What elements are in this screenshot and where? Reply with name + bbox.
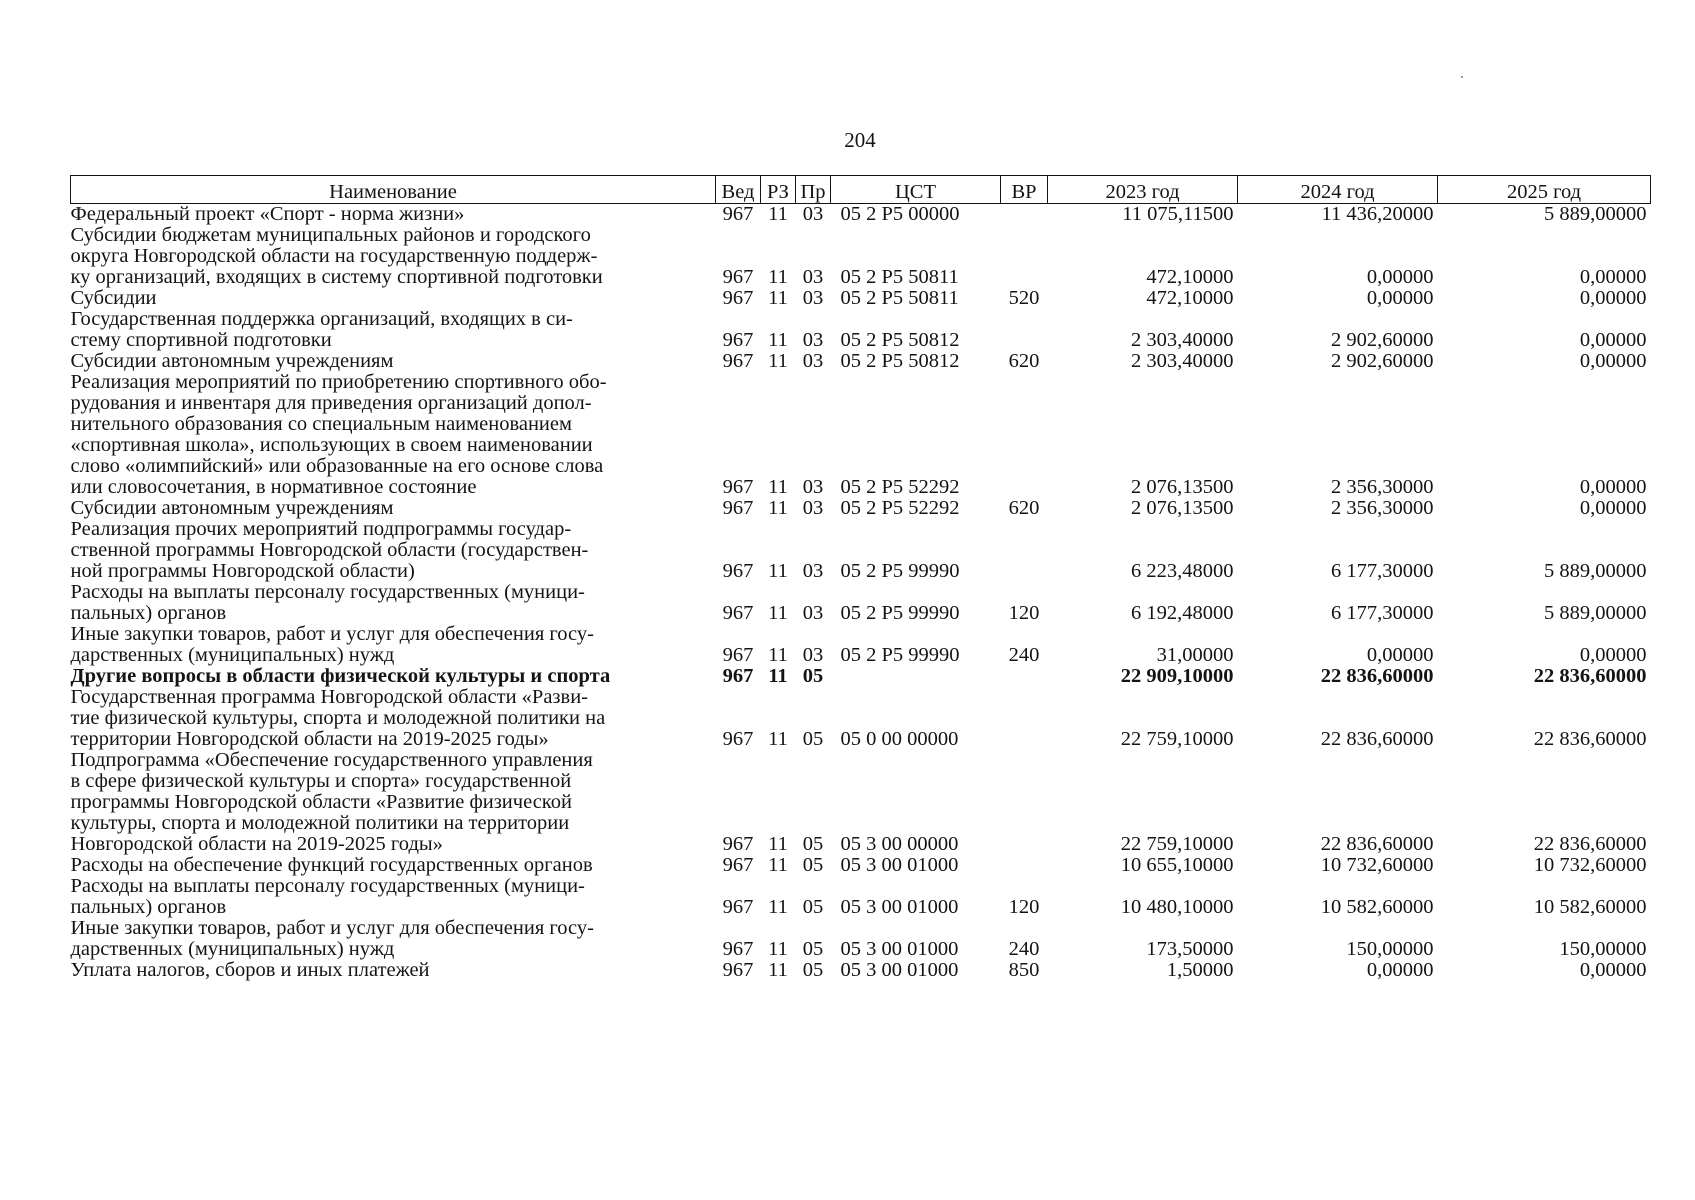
row-vr bbox=[1001, 750, 1048, 855]
row-amount-2023: 2 303,40000 bbox=[1131, 350, 1234, 372]
row-amount-2024: 0,00000 bbox=[1366, 287, 1434, 309]
budget-table bbox=[70, 175, 1651, 981]
table-row bbox=[71, 225, 1651, 288]
row-rz: 11 bbox=[768, 854, 788, 876]
row-name bbox=[71, 666, 716, 687]
row-name bbox=[71, 288, 716, 309]
row-name-line: нительного образования со специальным наименованием bbox=[70, 413, 572, 435]
row-name bbox=[71, 351, 716, 372]
row-amount-2025: 0,00000 bbox=[1579, 959, 1647, 981]
table-row bbox=[71, 372, 1651, 498]
row-rz: 11 bbox=[768, 665, 788, 687]
table-row bbox=[71, 309, 1651, 351]
row-name bbox=[71, 624, 716, 666]
row-name-line: слово «олимпийский» или образованные на его основе слова bbox=[70, 455, 604, 477]
row-amount-2023: 22 759,10000 bbox=[1120, 833, 1234, 855]
row-amount-2024: 0,00000 bbox=[1366, 644, 1434, 666]
row-amount-2025: 5 889,00000 bbox=[1544, 203, 1647, 225]
row-amount-2023: 11 075,11500 bbox=[1122, 203, 1234, 225]
row-vr bbox=[1001, 309, 1048, 351]
row-rz: 11 bbox=[768, 329, 788, 351]
row-rz: 11 bbox=[768, 728, 788, 750]
row-cst: 05 2 Р5 52292 bbox=[840, 476, 960, 498]
header-vr: ВР bbox=[1001, 176, 1048, 204]
row-name-line: ку организаций, входящих в систему спортивной подготовки bbox=[70, 266, 603, 288]
row-name-line: «спортивная школа», использующих в своем наименовании bbox=[70, 434, 593, 456]
row-amount-2023: 2 303,40000 bbox=[1131, 329, 1234, 351]
header-2023: 2023 год bbox=[1048, 176, 1238, 204]
table-header-row bbox=[71, 176, 1651, 204]
row-amount-2023: 31,00000 bbox=[1156, 644, 1234, 666]
row-name-line: ной программы Новгородской области) bbox=[70, 560, 415, 582]
row-cst: 05 2 Р5 50811 bbox=[840, 266, 959, 288]
header-2025: 2025 год bbox=[1438, 176, 1651, 204]
header-2024: 2024 год bbox=[1238, 176, 1438, 204]
table-row bbox=[71, 582, 1651, 624]
row-ved: 967 bbox=[722, 728, 754, 750]
row-cst: 05 2 Р5 50811 bbox=[840, 287, 959, 309]
table-row bbox=[71, 666, 1651, 687]
row-amount-2025: 150,00000 bbox=[1559, 938, 1647, 960]
header-pr: Пр bbox=[796, 176, 831, 204]
row-pr: 03 bbox=[802, 350, 824, 372]
row-amount-2023: 6 223,48000 bbox=[1131, 560, 1234, 582]
row-amount-2024: 0,00000 bbox=[1366, 266, 1434, 288]
row-amount-2023: 2 076,13500 bbox=[1131, 497, 1234, 519]
row-pr: 03 bbox=[802, 644, 824, 666]
row-name bbox=[71, 855, 716, 876]
row-ved: 967 bbox=[722, 938, 754, 960]
row-amount-2024: 11 436,20000 bbox=[1321, 203, 1434, 225]
row-amount-2025: 22 836,60000 bbox=[1533, 665, 1647, 687]
row-name-line: Иные закупки товаров, работ и услуг для обеспечения госу- bbox=[70, 917, 594, 939]
row-amount-2024: 22 836,60000 bbox=[1320, 665, 1434, 687]
row-ved: 967 bbox=[722, 497, 754, 519]
row-ved: 967 bbox=[722, 287, 754, 309]
row-rz: 11 bbox=[768, 896, 788, 918]
row-rz: 11 bbox=[768, 833, 788, 855]
row-name bbox=[71, 687, 716, 750]
row-name bbox=[71, 372, 716, 498]
row-pr: 03 bbox=[802, 497, 824, 519]
table-body bbox=[71, 204, 1651, 982]
row-amount-2023: 472,10000 bbox=[1146, 266, 1234, 288]
row-amount-2025: 0,00000 bbox=[1579, 266, 1647, 288]
row-cst bbox=[831, 666, 1001, 687]
row-vr: 620 bbox=[1008, 350, 1040, 372]
row-ved: 967 bbox=[722, 896, 754, 918]
row-rz: 11 bbox=[768, 476, 788, 498]
row-amount-2024: 22 836,60000 bbox=[1320, 728, 1434, 750]
row-amount-2023: 10 480,10000 bbox=[1120, 896, 1234, 918]
row-cst: 05 3 00 01000 bbox=[840, 938, 959, 960]
row-pr: 03 bbox=[802, 476, 824, 498]
table-row bbox=[71, 687, 1651, 750]
row-name-line: Иные закупки товаров, работ и услуг для обеспечения госу- bbox=[70, 623, 594, 645]
row-name-line: Субсидии bbox=[70, 287, 157, 309]
row-name-line: программы Новгородской области «Развитие физической bbox=[70, 791, 572, 813]
row-cst: 05 2 Р5 52292 bbox=[840, 497, 960, 519]
row-name bbox=[71, 309, 716, 351]
row-cst: 05 3 00 01000 bbox=[840, 896, 959, 918]
row-pr: 03 bbox=[802, 266, 824, 288]
page-number: 204 bbox=[844, 128, 876, 152]
row-ved: 967 bbox=[722, 833, 754, 855]
row-amount-2025: 22 836,60000 bbox=[1533, 728, 1647, 750]
row-ved: 967 bbox=[722, 350, 754, 372]
row-rz: 11 bbox=[768, 266, 788, 288]
row-rz: 11 bbox=[768, 560, 788, 582]
row-amount-2024: 10 582,60000 bbox=[1320, 896, 1434, 918]
row-name bbox=[71, 204, 716, 226]
table-row bbox=[71, 351, 1651, 372]
row-pr: 05 bbox=[802, 896, 824, 918]
row-name-line: Субсидии автономным учреждениям bbox=[70, 350, 394, 372]
row-amount-2024: 2 356,30000 bbox=[1331, 476, 1434, 498]
row-pr: 03 bbox=[802, 560, 824, 582]
row-amount-2024: 10 732,60000 bbox=[1320, 854, 1434, 876]
row-amount-2023: 472,10000 bbox=[1146, 287, 1234, 309]
row-amount-2025: 10 732,60000 bbox=[1533, 854, 1647, 876]
row-name bbox=[71, 876, 716, 918]
row-pr: 05 bbox=[802, 938, 824, 960]
row-name-line: Реализация мероприятий по приобретению спортивного обо- bbox=[70, 371, 607, 393]
row-amount-2025: 5 889,00000 bbox=[1544, 560, 1647, 582]
row-pr: 03 bbox=[802, 203, 824, 225]
row-rz: 11 bbox=[768, 644, 788, 666]
table-row bbox=[71, 204, 1651, 226]
row-ved: 967 bbox=[722, 959, 754, 981]
row-name-line: Расходы на выплаты персоналу государственных (муници- bbox=[70, 581, 585, 603]
row-cst: 05 2 Р5 00000 bbox=[840, 203, 960, 225]
row-vr bbox=[1001, 519, 1048, 582]
row-pr: 05 bbox=[802, 854, 824, 876]
row-pr: 05 bbox=[802, 833, 824, 855]
table-row bbox=[71, 288, 1651, 309]
row-vr bbox=[1001, 372, 1048, 498]
row-rz: 11 bbox=[768, 497, 788, 519]
row-name bbox=[71, 498, 716, 519]
row-amount-2024: 2 902,60000 bbox=[1331, 329, 1434, 351]
row-amount-2023: 173,50000 bbox=[1146, 938, 1234, 960]
row-vr bbox=[1001, 204, 1048, 226]
row-pr: 05 bbox=[802, 728, 824, 750]
row-vr: 520 bbox=[1008, 287, 1040, 309]
row-name-line: Федеральный проект «Спорт - норма жизни» bbox=[70, 203, 465, 225]
row-pr: 05 bbox=[802, 959, 824, 981]
row-amount-2024: 0,00000 bbox=[1366, 959, 1434, 981]
row-amount-2023: 10 655,10000 bbox=[1120, 854, 1234, 876]
row-cst: 05 0 00 00000 bbox=[840, 728, 959, 750]
row-rz: 11 bbox=[768, 287, 788, 309]
row-name-line: Уплата налогов, сборов и иных платежей bbox=[70, 959, 430, 981]
table-row bbox=[71, 855, 1651, 876]
table-row bbox=[71, 876, 1651, 918]
row-amount-2025: 0,00000 bbox=[1579, 287, 1647, 309]
row-cst: 05 3 00 00000 bbox=[840, 833, 959, 855]
row-name-line: Реализация прочих мероприятий подпрограммы государ- bbox=[70, 518, 572, 540]
row-pr: 03 bbox=[802, 329, 824, 351]
row-vr: 240 bbox=[1008, 644, 1040, 666]
row-cst: 05 3 00 01000 bbox=[840, 854, 959, 876]
row-name-line: стему спортивной подготовки bbox=[70, 329, 332, 351]
row-pr: 03 bbox=[802, 602, 824, 624]
row-name-line: ственной программы Новгородской области (государствен- bbox=[70, 539, 589, 561]
table-row bbox=[71, 960, 1651, 981]
row-cst: 05 2 Р5 99990 bbox=[840, 602, 960, 624]
row-name bbox=[71, 519, 716, 582]
row-name-line: территории Новгородской области на 2019-2025 годы» bbox=[70, 728, 549, 750]
row-amount-2025: 0,00000 bbox=[1579, 644, 1647, 666]
scan-speck bbox=[1461, 76, 1463, 78]
row-amount-2024: 6 177,30000 bbox=[1331, 560, 1434, 582]
row-amount-2023: 22 759,10000 bbox=[1120, 728, 1234, 750]
row-name-line: Субсидии бюджетам муниципальных районов и городского bbox=[70, 224, 591, 246]
row-name-line: Субсидии автономным учреждениям bbox=[70, 497, 394, 519]
row-amount-2025: 22 836,60000 bbox=[1533, 833, 1647, 855]
row-cst: 05 2 Р5 50812 bbox=[840, 350, 960, 372]
row-amount-2025: 0,00000 bbox=[1579, 329, 1647, 351]
row-name-line: в сфере физической культуры и спорта» государственной bbox=[70, 770, 572, 792]
row-name-line: пальных) органов bbox=[70, 896, 227, 918]
row-vr bbox=[1001, 687, 1048, 750]
row-name bbox=[71, 960, 716, 981]
row-vr bbox=[1001, 666, 1048, 687]
row-ved: 967 bbox=[722, 665, 754, 687]
row-amount-2024: 2 356,30000 bbox=[1331, 497, 1434, 519]
row-cst: 05 2 Р5 50812 bbox=[840, 329, 960, 351]
row-vr bbox=[1001, 225, 1048, 288]
row-name-line: Другие вопросы в области физической культуры и спорта bbox=[70, 665, 611, 687]
row-name-line: Подпрограмма «Обеспечение государственного управления bbox=[70, 749, 593, 771]
row-name-line: пальных) органов bbox=[70, 602, 227, 624]
header-ved: Вед bbox=[716, 176, 761, 204]
row-cst: 05 2 Р5 99990 bbox=[840, 644, 960, 666]
row-vr: 850 bbox=[1008, 959, 1040, 981]
row-pr: 05 bbox=[802, 665, 824, 687]
row-amount-2025: 0,00000 bbox=[1579, 476, 1647, 498]
row-amount-2024: 150,00000 bbox=[1346, 938, 1434, 960]
row-ved: 967 bbox=[722, 266, 754, 288]
row-name-line: или словосочетания, в нормативное состояние bbox=[70, 476, 477, 498]
row-amount-2023: 22 909,10000 bbox=[1120, 665, 1234, 687]
header-rz: РЗ bbox=[761, 176, 796, 204]
row-vr: 240 bbox=[1008, 938, 1040, 960]
row-amount-2025: 0,00000 bbox=[1579, 497, 1647, 519]
row-amount-2023: 6 192,48000 bbox=[1131, 602, 1234, 624]
row-ved: 967 bbox=[722, 203, 754, 225]
row-name-line: Расходы на обеспечение функций государственных органов bbox=[70, 854, 593, 876]
row-name-line: Государственная программа Новгородской области «Разви- bbox=[70, 686, 589, 708]
row-rz: 11 bbox=[768, 602, 788, 624]
table-row bbox=[71, 750, 1651, 855]
row-name-line: тие физической культуры, спорта и молодежной политики на bbox=[70, 707, 606, 729]
row-name-line: Государственная поддержка организаций, входящих в си- bbox=[70, 308, 573, 330]
header-cst: ЦСТ bbox=[831, 176, 1001, 204]
row-vr: 120 bbox=[1008, 896, 1040, 918]
row-name-line: дарственных (муниципальных) нужд bbox=[70, 938, 395, 960]
row-amount-2025: 10 582,60000 bbox=[1533, 896, 1647, 918]
row-amount-2025: 5 889,00000 bbox=[1544, 602, 1647, 624]
row-ved: 967 bbox=[722, 560, 754, 582]
table-row bbox=[71, 498, 1651, 519]
row-vr: 120 bbox=[1008, 602, 1040, 624]
row-name-line: культуры, спорта и молодежной политики на территории bbox=[70, 812, 570, 834]
row-name-line: Расходы на выплаты персоналу государственных (муници- bbox=[70, 875, 585, 897]
row-amount-2024: 22 836,60000 bbox=[1320, 833, 1434, 855]
row-name-line: Новгородской области на 2019-2025 годы» bbox=[70, 833, 443, 855]
row-ved: 967 bbox=[722, 644, 754, 666]
row-ved: 967 bbox=[722, 854, 754, 876]
row-name-line: рудования и инвентаря для приведения организаций допол- bbox=[70, 392, 592, 414]
row-amount-2023: 2 076,13500 bbox=[1131, 476, 1234, 498]
row-vr: 620 bbox=[1008, 497, 1040, 519]
row-name-line: дарственных (муниципальных) нужд bbox=[70, 644, 395, 666]
row-rz: 11 bbox=[768, 959, 788, 981]
row-ved: 967 bbox=[722, 329, 754, 351]
row-name bbox=[71, 918, 716, 960]
row-ved: 967 bbox=[722, 602, 754, 624]
row-cst: 05 2 Р5 99990 bbox=[840, 560, 960, 582]
row-cst: 05 3 00 01000 bbox=[840, 959, 959, 981]
row-amount-2024: 2 902,60000 bbox=[1331, 350, 1434, 372]
row-name-line: округа Новгородской области на государственную поддерж- bbox=[70, 245, 598, 267]
table-row bbox=[71, 519, 1651, 582]
row-rz: 11 bbox=[768, 203, 788, 225]
table-row bbox=[71, 624, 1651, 666]
row-ved: 967 bbox=[722, 476, 754, 498]
row-name bbox=[71, 582, 716, 624]
row-amount-2023: 1,50000 bbox=[1166, 959, 1234, 981]
header-name: Наименование bbox=[71, 176, 716, 204]
row-rz: 11 bbox=[768, 350, 788, 372]
table-row bbox=[71, 918, 1651, 960]
row-amount-2025: 0,00000 bbox=[1579, 350, 1647, 372]
row-pr: 03 bbox=[802, 287, 824, 309]
row-vr bbox=[1001, 855, 1048, 876]
row-name bbox=[71, 750, 716, 855]
row-rz: 11 bbox=[768, 938, 788, 960]
row-amount-2024: 6 177,30000 bbox=[1331, 602, 1434, 624]
row-name bbox=[71, 225, 716, 288]
